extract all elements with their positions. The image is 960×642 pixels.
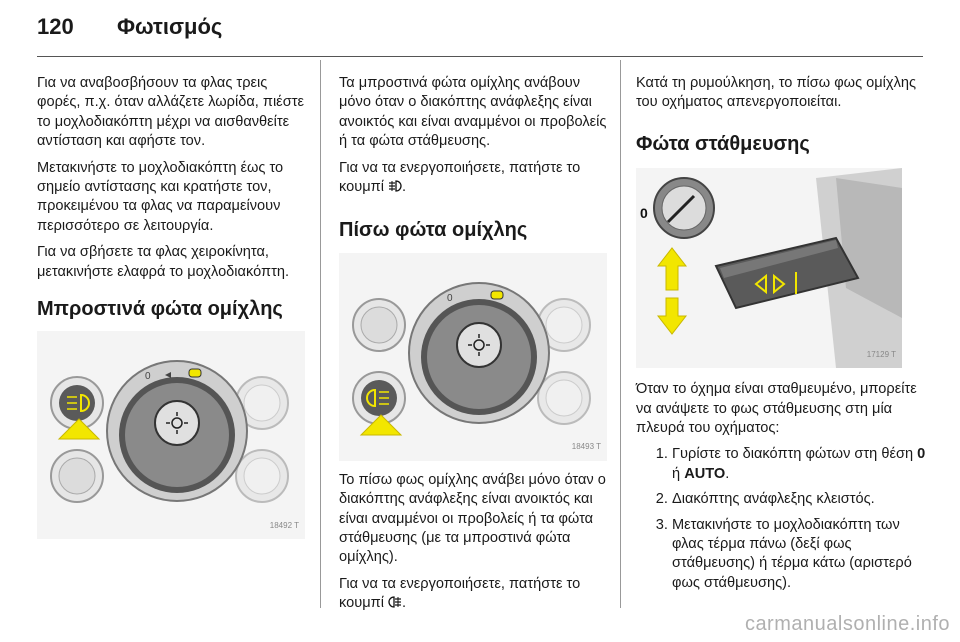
paragraph: Για να αναβοσβήσουν τα φλας τρεις φορές, π.χ. όταν αλλάζετε λωρίδα, πιέστε το μοχλοδιακόπτη μέχρι να αισθανθείτε αντίσταση και αφήστε τον. — [37, 75, 304, 150]
page-number: 120 — [37, 14, 74, 39]
column-divider-1 — [320, 60, 321, 608]
paragraph: Για να τα ενεργοποιήσετε, πατήστε το κουμπί . — [339, 159, 581, 196]
list-item: 1. Γυρίστε το διακόπτη φώτων στη θέση 0 ή AUTO. — [672, 445, 926, 484]
paragraph: Κατά τη ρυμούλκηση, το πίσω φως ομίχλης του οχήματος απενεργοποιείται. — [636, 75, 917, 111]
paragraph: Όταν το όχημα είναι σταθμευμένο, μπορείτε να ανάψετε το φως στάθμευσης στη μία πλευρά του οχήματος: — [636, 381, 917, 437]
paragraph: Μετακινήστε το μοχλοδιακόπτη έως το σημείο αντίστασης και κρατήστε τον, προκειμένου τα φλας να παραμείνουν περισσότερο σε λειτουργία. — [37, 159, 284, 234]
front-fog-light-icon — [388, 179, 402, 193]
position-zero-label: 0 — [640, 205, 648, 222]
figure-code: 17129 T — [866, 349, 896, 359]
section-heading-front-fog: Μπροστινά φώτα ομίχλης — [37, 298, 283, 321]
list-item: 2. Διακόπτης ανάφλεξης κλειστός. — [672, 490, 926, 509]
watermark: carmanualsonline.info — [744, 613, 950, 635]
figure-front-fog-switch — [37, 331, 305, 539]
column-3 — [636, 74, 926, 599]
position-zero-label: 0 — [145, 371, 151, 383]
turn-signal-lever-illustration — [636, 168, 902, 368]
section-heading-rear-fog: Πίσω φώτα ομίχλης — [339, 219, 528, 242]
figure-rear-fog-switch — [339, 253, 607, 461]
light-switch-illustration — [339, 253, 607, 461]
figure-parking-light-lever — [636, 168, 902, 368]
light-switch-illustration — [37, 331, 305, 539]
position-zero-label: 0 — [447, 292, 453, 304]
column-1 — [37, 74, 305, 539]
section-heading-parking-lights: Φώτα στάθμευσης — [636, 132, 810, 155]
list-item: 3. Μετακινήστε το μοχλοδιακόπτη των φλας τέρμα πάνω (δεξί φως στάθμευσης) ή τέρμα κάτω (αριστερό φως στάθμευσης). — [672, 516, 926, 594]
steps-list — [636, 445, 926, 593]
column-divider-2 — [620, 60, 621, 608]
page-header — [37, 14, 923, 57]
paragraph: Για να τα ενεργοποιήσετε, πατήστε το κουμπί . — [339, 575, 581, 612]
paragraph: Για να σβήσετε τα φλας χειροκίνητα, μετακινήστε ελαφρά το μοχλοδιακόπτη. — [37, 244, 290, 280]
rear-fog-light-icon — [388, 595, 402, 609]
column-2 — [339, 74, 607, 621]
figure-code: 18492 T — [269, 521, 299, 531]
paragraph: Το πίσω φως ομίχλης ανάβει μόνο όταν ο διακόπτης ανάφλεξης είναι ανοικτός και είναι αναμμένοι οι προβολείς ή τα φώτα στάθμευσης (με τα μπροστινά φώτα ομίχλης). — [339, 471, 606, 566]
paragraph: Τα μπροστινά φώτα ομίχλης ανάβουν μόνο όταν ο διακόπτης ανάφλεξης είναι ανοικτός και είναι αναμμένοι οι προβολείς ή τα φώτα στάθμευσης. — [339, 75, 607, 150]
figure-code: 18493 T — [571, 442, 601, 452]
page-title: Φωτισμός — [117, 14, 223, 39]
